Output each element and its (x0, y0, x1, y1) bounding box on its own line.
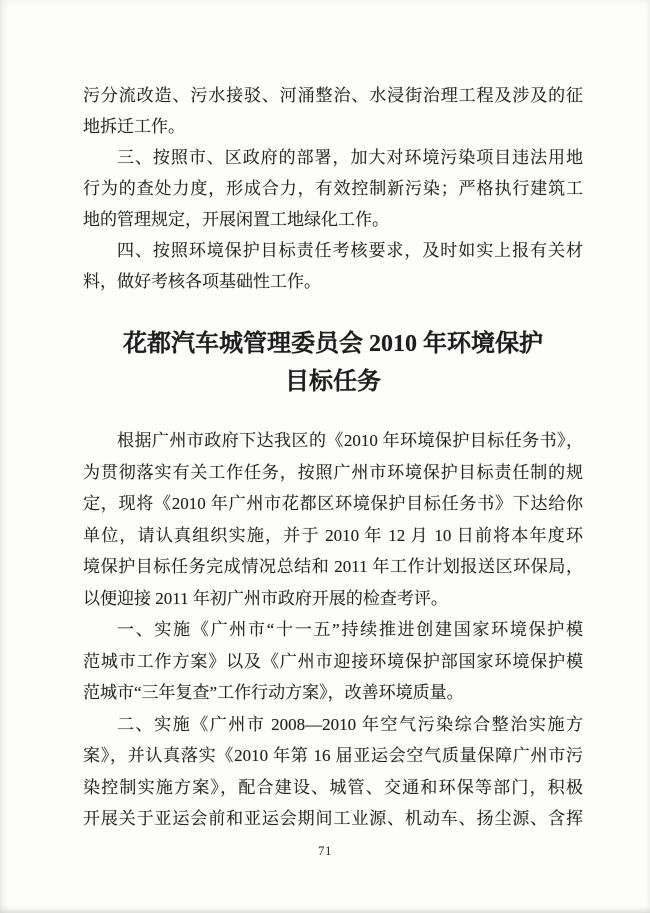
text-line: 范城市工作方案》以及《广州市迎接环境保护部国家环境保护模 (83, 651, 583, 671)
text-line: 为贯彻落实有关工作任务，按照广州市环境保护目标责任制的规 (83, 462, 583, 482)
text-line: 二、实施《广州市 2008—2010 年空气污染综合整治实施方 (117, 714, 583, 734)
document-title-line2: 目标任务 (285, 369, 381, 395)
text-line: 料，做好考核各项基础性工作。 (83, 272, 321, 291)
text-line: 开展关于亚运会前和亚运会期间工业源、机动车、扬尘源、含挥 (83, 809, 583, 828)
text-line: 定，现将《2010 年广州市花都区环境保护目标任务书》下达给你 (83, 494, 583, 513)
text-line: 一、实施《广州市“十一五”持续推进创建国家环境保护模 (117, 620, 583, 639)
text-line: 根据广州市政府下达我区的《2010 年环境保护目标任务书》， (117, 431, 583, 450)
body-paragraph-block (83, 425, 583, 835)
document-title-line1: 花都汽车城管理委员会 2010 年环境保护 (123, 331, 543, 357)
page-number: 71 (318, 843, 332, 858)
text-line: 三、按照市、区政府的部署，加大对环境污染项目违法用地 (117, 148, 583, 167)
text-line: 地的管理规定，开展闲置工地绿化工作。 (83, 210, 389, 229)
text-line: 染控制实施方案》，配合建设、城管、交通和环保等部门，积极 (83, 777, 583, 797)
scan-edge-shadow (0, 0, 8, 913)
continuation-paragraph-block (83, 80, 583, 297)
text-line: 案》，并认真落实《2010 年第 16 届亚运会空气质量保障广州市污 (83, 746, 583, 765)
text-line: 境保护目标任务完成情况总结和 2011 年工作计划报送区环保局， (83, 557, 583, 576)
text-line: 范城市“三年复查”工作行动方案》，改善环境质量。 (83, 683, 464, 702)
document-title (83, 325, 583, 401)
text-line: 单位，请认真组织实施，并于 2010 年 12 月 10 日前将本年度环 (83, 525, 583, 545)
page-content (83, 80, 583, 835)
scan-edge-shadow (0, 907, 650, 913)
text-line: 行为的查处力度，形成合力，有效控制新污染；严格执行建筑工 (83, 179, 583, 198)
text-line: 四、按照环境保护目标责任考核要求，及时如实上报有关材 (117, 241, 583, 260)
text-line: 以便迎接 2011 年初广州市政府开展的检查考评。 (83, 588, 448, 608)
text-line: 地拆迁工作。 (83, 117, 185, 136)
text-line: 污分流改造、污水接驳、河涌整治、水浸街治理工程及涉及的征 (83, 86, 583, 105)
